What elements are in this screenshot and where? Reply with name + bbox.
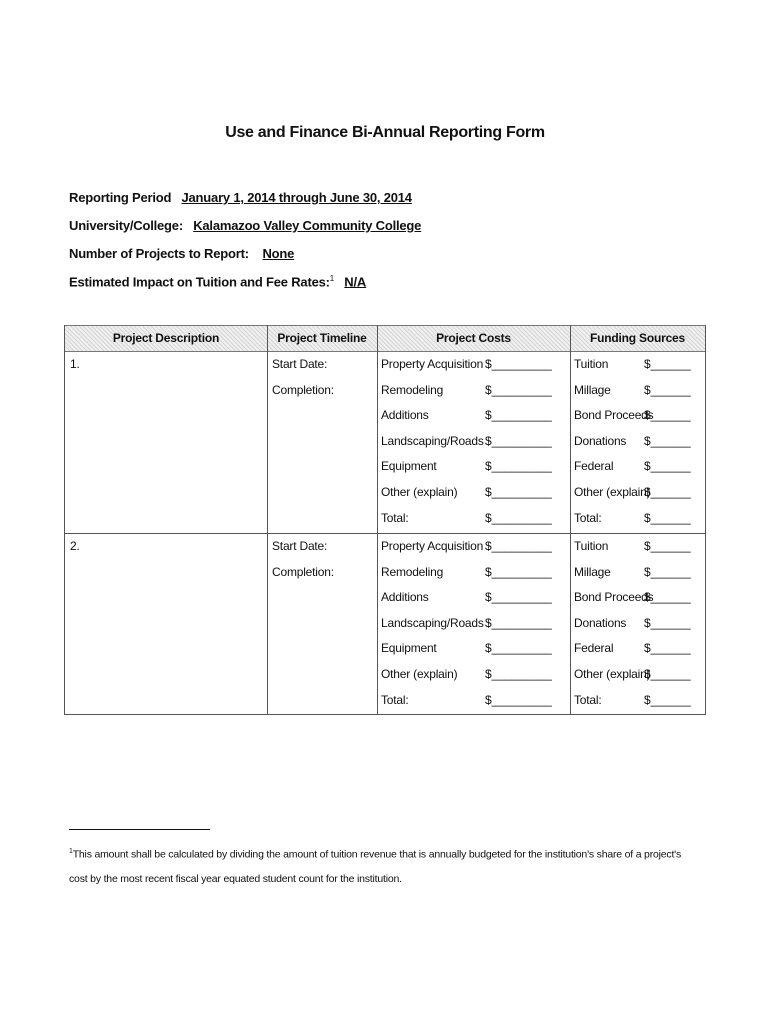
funding-label: Total: <box>574 692 602 707</box>
cost-label: Property Acquisition <box>381 357 484 371</box>
college-label: University/College: <box>69 218 183 233</box>
cost-label: Other (explain) <box>381 667 458 681</box>
cost-amount-blank: $_________ <box>485 510 552 525</box>
timeline-label: Completion: <box>272 564 334 579</box>
cost-amount-blank: $_________ <box>485 564 552 579</box>
projects-table <box>64 325 706 715</box>
funding-label: Total: <box>574 510 602 525</box>
funding-label: Tuition <box>574 357 609 371</box>
funding-amount-blank: $______ <box>644 433 691 448</box>
cost-label: Remodeling <box>381 564 444 579</box>
cost-amount-blank: $_________ <box>485 485 552 499</box>
cost-label: Total: <box>381 692 409 707</box>
table-header <box>65 325 705 352</box>
funding-label: Other (explain) <box>574 485 651 499</box>
college-value: Kalamazoo Valley Community College <box>193 218 422 233</box>
timeline-label: Start Date: <box>272 357 328 371</box>
funding-amount-blank: $______ <box>644 667 691 681</box>
column-divider <box>570 325 571 715</box>
project-number: 1. <box>70 357 80 371</box>
column-header-description: Project Description <box>112 331 220 345</box>
cost-amount-blank: $_________ <box>485 408 552 423</box>
funding-amount-blank: $______ <box>644 641 691 656</box>
row-divider <box>65 714 705 715</box>
footnote <box>69 840 699 891</box>
funding-label: Tuition <box>574 539 609 553</box>
cost-amount-blank: $_________ <box>485 539 552 553</box>
projects-count-value: None <box>262 246 295 261</box>
cost-label: Equipment <box>381 459 437 474</box>
funding-label: Millage <box>574 382 611 397</box>
projects-count-line <box>69 246 294 261</box>
form-title: Use and Finance Bi-Annual Reporting Form <box>225 124 545 141</box>
impact-footnote-mark: 1 <box>329 274 335 283</box>
footnote-rule <box>69 829 210 830</box>
reporting-period-value: January 1, 2014 through June 30, 2014 <box>181 190 412 205</box>
column-divider <box>267 325 268 715</box>
funding-amount-blank: $______ <box>644 564 691 579</box>
cost-label: Additions <box>381 590 429 605</box>
cost-label: Equipment <box>381 641 437 656</box>
cost-amount-blank: $_________ <box>485 615 552 630</box>
cost-label: Landscaping/Roads <box>381 615 484 630</box>
cost-label: Other (explain) <box>381 485 458 499</box>
cost-label: Total: <box>381 510 409 525</box>
footnote-text: This amount shall be calculated by dividing the amount of tuition revenue that is annually budgeted for the institution's share of a project's cost by the most recent fiscal year equated student count for the institution. <box>69 848 682 885</box>
funding-amount-blank: $______ <box>644 408 691 423</box>
funding-amount-blank: $______ <box>644 510 691 525</box>
cost-amount-blank: $_________ <box>485 667 552 681</box>
column-header-funding: Funding Sources <box>589 331 685 345</box>
funding-amount-blank: $______ <box>644 382 691 397</box>
cost-amount-blank: $_________ <box>485 357 552 371</box>
column-divider <box>377 325 378 715</box>
funding-label: Donations <box>574 615 627 630</box>
funding-label: Other (explain) <box>574 667 651 681</box>
funding-amount-blank: $______ <box>644 590 691 605</box>
project-number: 2. <box>70 539 80 553</box>
column-header-timeline: Project Timeline <box>277 331 367 345</box>
funding-label: Bond Proceeds <box>574 408 654 423</box>
cost-label: Property Acquisition <box>381 539 484 553</box>
funding-amount-blank: $______ <box>644 485 691 499</box>
cost-amount-blank: $_________ <box>485 692 552 707</box>
funding-amount-blank: $______ <box>644 357 691 371</box>
funding-label: Millage <box>574 564 611 579</box>
funding-amount-blank: $______ <box>644 615 691 630</box>
cost-label: Additions <box>381 408 429 423</box>
impact-value: N/A <box>344 274 367 290</box>
cost-amount-blank: $_________ <box>485 590 552 605</box>
impact-label: Estimated Impact on Tuition and Fee Rates: <box>69 274 330 290</box>
cost-label: Remodeling <box>381 382 444 397</box>
impact-line <box>69 274 366 289</box>
cost-amount-blank: $_________ <box>485 433 552 448</box>
reporting-period-line <box>69 190 412 205</box>
funding-label: Federal <box>574 459 614 474</box>
funding-label: Federal <box>574 641 614 656</box>
funding-label: Bond Proceeds <box>574 590 654 605</box>
cost-label: Landscaping/Roads <box>381 433 484 448</box>
footnote-mark: 1 <box>69 848 73 855</box>
projects-count-label: Number of Projects to Report: <box>69 246 249 261</box>
funding-amount-blank: $______ <box>644 539 691 553</box>
cost-amount-blank: $_________ <box>485 641 552 656</box>
funding-label: Donations <box>574 433 627 448</box>
reporting-period-label: Reporting Period <box>69 190 172 205</box>
column-header-costs: Project Costs <box>436 331 511 345</box>
cost-amount-blank: $_________ <box>485 459 552 474</box>
timeline-label: Start Date: <box>272 539 328 553</box>
funding-amount-blank: $______ <box>644 459 691 474</box>
cost-amount-blank: $_________ <box>485 382 552 397</box>
row-divider <box>65 533 705 534</box>
funding-amount-blank: $______ <box>644 692 691 707</box>
college-line <box>69 218 421 233</box>
timeline-label: Completion: <box>272 382 334 397</box>
